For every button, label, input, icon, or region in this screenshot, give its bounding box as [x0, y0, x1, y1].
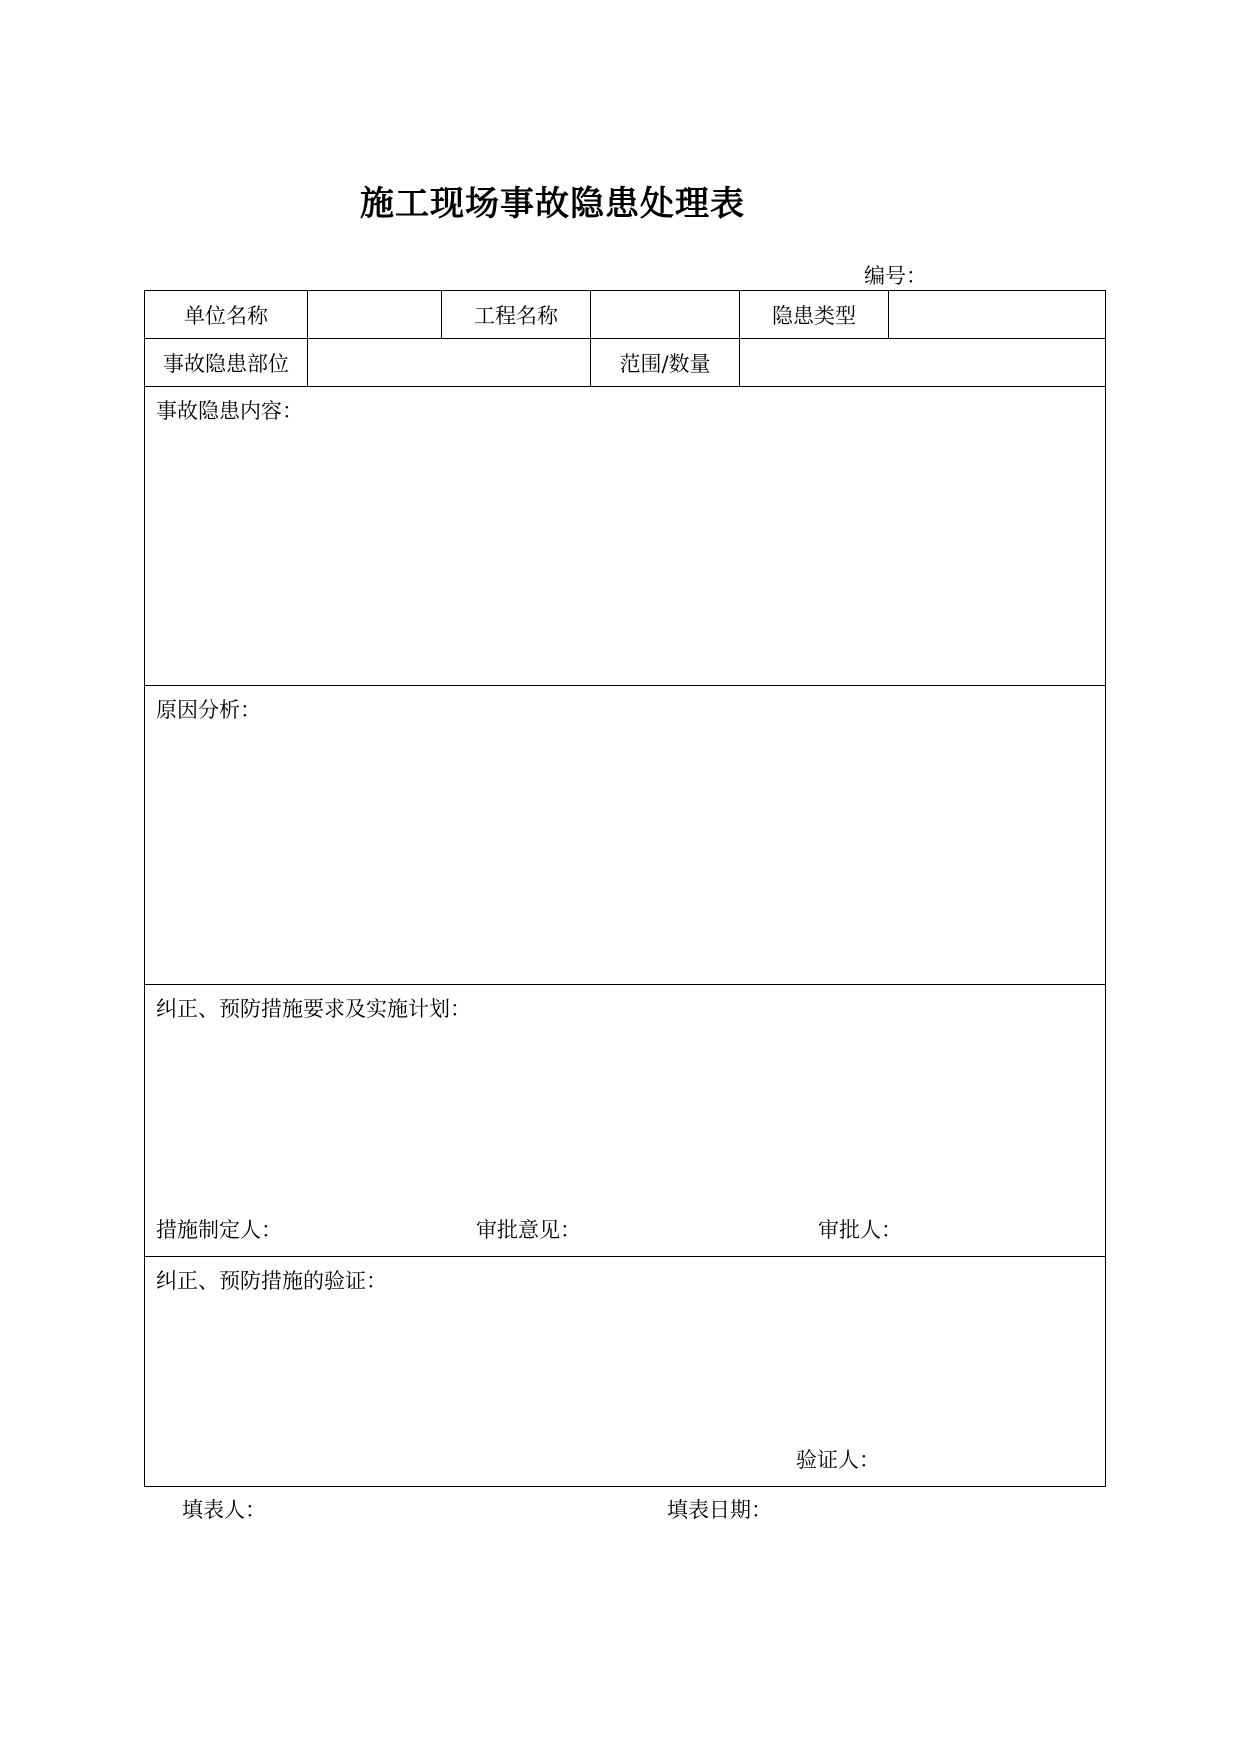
measures-plan-label: 纠正、预防措施要求及实施计划：: [156, 997, 471, 1021]
hazard-location-label: 事故隐患部位: [145, 339, 308, 387]
table-row: [145, 291, 1106, 339]
table-row: [145, 1257, 1106, 1487]
hazard-content-section[interactable]: [145, 387, 1106, 686]
measures-plan-section[interactable]: [145, 985, 1106, 1257]
project-name-field[interactable]: [591, 291, 740, 339]
hazard-content-label: 事故隐患内容：: [156, 399, 303, 423]
hazard-type-label: 隐患类型: [740, 291, 889, 339]
serial-number-label: 编号：: [864, 264, 927, 288]
table-row: [145, 339, 1106, 387]
project-name-label: 工程名称: [442, 291, 591, 339]
scope-quantity-field[interactable]: [740, 339, 1106, 387]
verifier-label: 验证人：: [796, 1448, 880, 1472]
hazard-type-field[interactable]: [889, 291, 1106, 339]
verification-section[interactable]: [145, 1257, 1106, 1487]
unit-name-label: 单位名称: [145, 291, 308, 339]
measures-maker-label: 措施制定人：: [156, 1218, 282, 1242]
cause-analysis-label: 原因分析：: [156, 698, 261, 722]
fill-date-label: 填表日期：: [667, 1498, 772, 1522]
scope-quantity-label: 范围/数量: [591, 339, 740, 387]
approval-opinion-label: 审批意见：: [476, 1218, 581, 1242]
form-filler-label: 填表人：: [182, 1498, 266, 1522]
table-row: [145, 686, 1106, 985]
table-row: [145, 985, 1106, 1257]
unit-name-field[interactable]: [308, 291, 442, 339]
table-row: [145, 387, 1106, 686]
hazard-form-table: [144, 290, 1106, 1487]
page-title: 施工现场事故隐患处理表: [360, 184, 745, 224]
cause-analysis-section[interactable]: [145, 686, 1106, 985]
approver-label: 审批人：: [818, 1218, 902, 1242]
hazard-location-field[interactable]: [308, 339, 591, 387]
verification-label: 纠正、预防措施的验证：: [156, 1269, 387, 1293]
